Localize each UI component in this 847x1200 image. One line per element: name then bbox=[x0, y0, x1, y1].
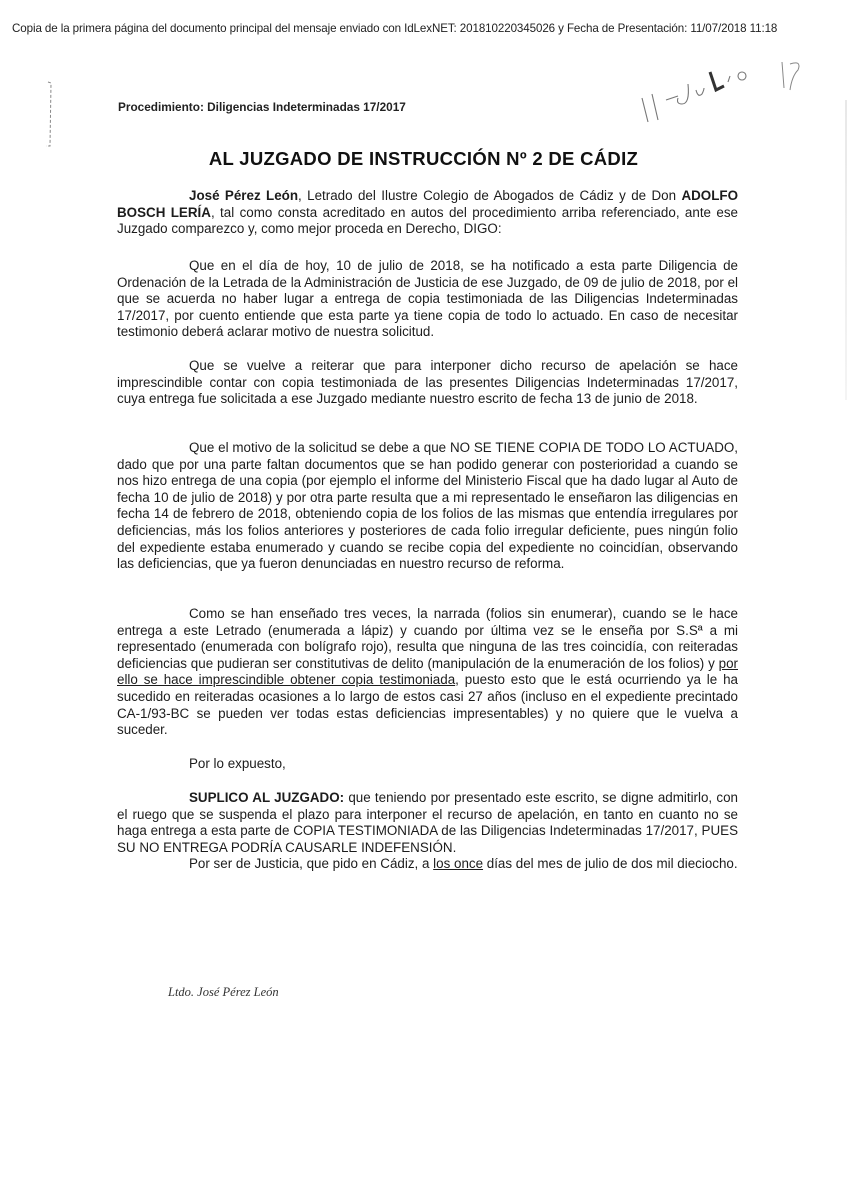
handwritten-date-annotation bbox=[632, 60, 832, 140]
document-title: AL JUZGADO DE INSTRUCCIÓN Nº 2 DE CÁDIZ bbox=[208, 148, 639, 169]
procedure-reference: Procedimiento: Diligencias Indeterminadas 17/2017 bbox=[118, 100, 406, 114]
paragraph-2: Que se vuelve a reiterar que para interponer dicho recurso de apelación se hace imprescindible contar con copia testimoniada de las presentes Diligencias Indeterminadas 17/2017, cuya entrega fue solicitada a ese Juzgado mediante nuestro escrito de fecha 13 de junio de 2018. bbox=[117, 358, 738, 407]
intro-text-1: , Letrado del Ilustre Colegio de Abogados de Cádiz y de Don bbox=[298, 188, 682, 203]
intro-text-2: , tal como consta acreditado en autos del procedimiento arriba referenciado, ante ese Juzgado comparezco y, como mejor proceda en Derecho, DIGO: bbox=[117, 204, 738, 237]
closing-text-2: días del mes de julio de dos mil dieciocho. bbox=[483, 856, 738, 872]
lawyer-name: José Pérez León bbox=[189, 188, 299, 203]
closing-intro bbox=[117, 756, 738, 773]
paragraph-notification bbox=[117, 258, 738, 341]
paragraph-1: Que en el día de hoy, 10 de julio de 2018, se ha notificado a esta parte Diligencia de Ordenación de la Letrada de la Administración de Justicia de ese Juzgado, de 09 de julio de 2018, por el que se acuerda no haber lugar a entrega de copia testimoniada de las Diligencias Indeterminadas 17/2017, por cuento entiende que esta parte ya tiene copia de todo lo actuado. En caso de necesitar testimonio deberá aclarar motivo de nuestra solicitud. bbox=[117, 258, 738, 340]
paragraph-deficiencies bbox=[117, 606, 738, 739]
signature-line: Ltdo. José Pérez León bbox=[168, 985, 279, 999]
paragraph-4-underlined: por ello se hace imprescindible obtener copia testimoniada bbox=[117, 655, 738, 688]
petition-lead: SUPLICO AL JUZGADO: bbox=[189, 790, 345, 805]
paragraph-4-text-2: , puesto esto que le está ocurriendo ya le ha sucedido en reiteradas ocasiones a lo largo de estos casi 27 años (incluso en el expediente precintado CA-1/93-BC se pueden ver todas estas deficiencias impresentables) y no quiere que le vuelva a suceder. bbox=[117, 672, 738, 738]
client-name: ADOLFO BOSCH LERÍA bbox=[117, 188, 738, 220]
petition-text: que teniendo por presentado este escrito, se digne admitirlo, con el ruego que se suspenda el plazo para interponer el recurso de apelación, en tanto en cuanto no se haga entrega a esta parte de COPIA TESTIMONIADA de las Diligencias Indeterminadas 17/2017, PUES SU NO ENTREGA PODRÍA CAUSARLE INDEFENSIÓN. bbox=[117, 790, 739, 855]
petition-paragraph bbox=[117, 790, 738, 873]
paragraph-motive bbox=[117, 440, 738, 573]
intro-paragraph bbox=[117, 188, 738, 238]
closing-underlined: los once bbox=[433, 856, 484, 872]
paragraph-reiteration bbox=[117, 358, 738, 408]
paragraph-4-text-1: Como se han enseñado tres veces, la narrada (folios sin enumerar), cuando se le hace entrega a este Letrado (enumerada a lápiz) y cuando por última vez se le enseña por S.Sª a mi representado (enumerada con bolígrafo rojo), resulta que ninguna de las tres coincidía, con reiteradas deficiencias que pudieran ser constitutivas de delito (manipulación de la enumeración de los folios) y bbox=[117, 606, 738, 671]
staple-mark-icon bbox=[42, 80, 54, 150]
submission-header: Copia de la primera página del documento principal del mensaje enviado con IdLexNET: 201810220345026 y Fecha de Presentación: 11/07/2018 11:18 bbox=[12, 22, 778, 35]
closing-intro-text: Por lo expuesto, bbox=[189, 756, 286, 771]
paragraph-3: Que el motivo de la solicitud se debe a que NO SE TIENE COPIA DE TODO LO ACTUADO, dado que por una parte faltan documentos que se han podido generar con posterioridad a cuando se nos hizo entrega de una copia (por ejemplo el informe del Ministerio Fiscal que ha dado lugar al Auto de fecha 10 de julio de 2018) y por otra parte resulta que a mi representado le enseñaron las diligencias en fecha 14 de febrero de 2018, obteniendo copia de los folios de las mismas que entendía irregulares por deficiencias, más los folios anteriores y posteriores de cada folio irregular deficiente, pues ningún folio del expediente estaba enumerado y cuando se recibe copia del expediente no coincidían, observando las deficiencias, que ya fueron denunciadas en nuestro recurso de reforma. bbox=[117, 440, 738, 572]
closing-text-1: Por ser de Justicia, que pido en Cádiz, a bbox=[189, 856, 434, 872]
